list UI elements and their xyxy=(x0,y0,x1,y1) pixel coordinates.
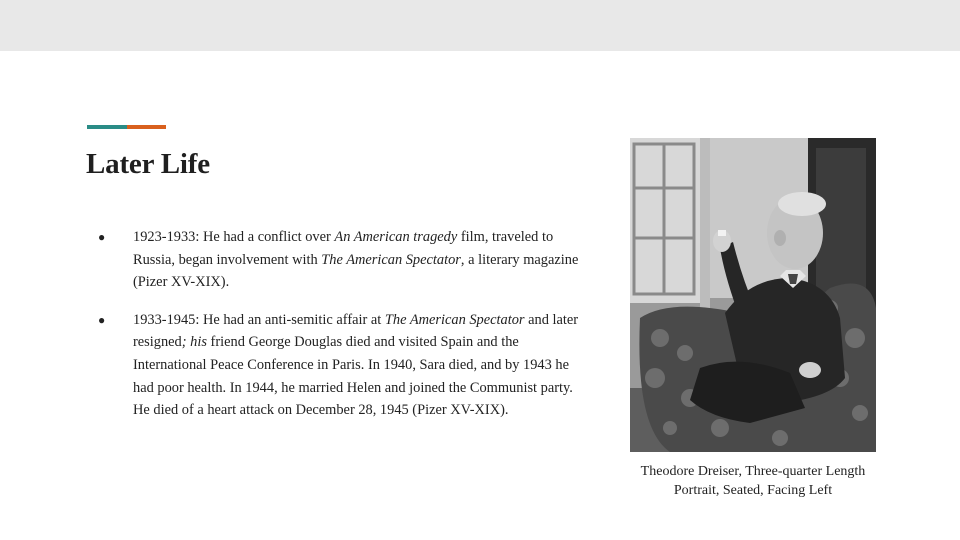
bullet-item-1923-1933 xyxy=(96,226,586,294)
bullet-italic-title: The American Spectator xyxy=(384,311,525,328)
bullet-italic-text: ; his xyxy=(181,334,207,351)
slide-title: Later Life xyxy=(86,148,210,180)
title-accent-orange xyxy=(127,125,166,129)
photo-caption: Theodore Dreiser, Three-quarter Length Portrait, Seated, Facing Left xyxy=(640,464,866,498)
bullet-text: and later resigned xyxy=(133,311,579,351)
bullet-item-1933-1945 xyxy=(96,309,586,422)
title-accent-teal xyxy=(87,125,127,129)
bullet-text: 1923-1933: He had a conflict over xyxy=(133,229,335,245)
bullet-italic-title: The American Spectator xyxy=(321,251,461,268)
top-header-band xyxy=(0,0,960,51)
bullet-text: 1933-1945: He had an anti-semitic affair at xyxy=(133,311,385,328)
bullet-marker: ● xyxy=(98,230,106,244)
bullet-text: , a literary magazine (Pizer XV-XIX). xyxy=(133,251,579,291)
bullet-marker: ● xyxy=(98,312,106,327)
bullet-italic-title: An American tragedy xyxy=(334,229,458,245)
bullet-list xyxy=(96,226,586,437)
portrait-photo-illustration xyxy=(630,138,876,452)
bullet-text: film, traveled to Russia, began involvement with xyxy=(133,229,554,268)
portrait-photo xyxy=(630,138,876,452)
bullet-text: friend George Douglas died and visited Spain and the International Peace Conference in Paris. In 1940, Sara died, and by 1943 he had poor health. In 1944, he married Helen and joined the Communist party. He died of a heart attack on December 28, 1945 (Pizer XV-XIX). xyxy=(133,334,573,419)
